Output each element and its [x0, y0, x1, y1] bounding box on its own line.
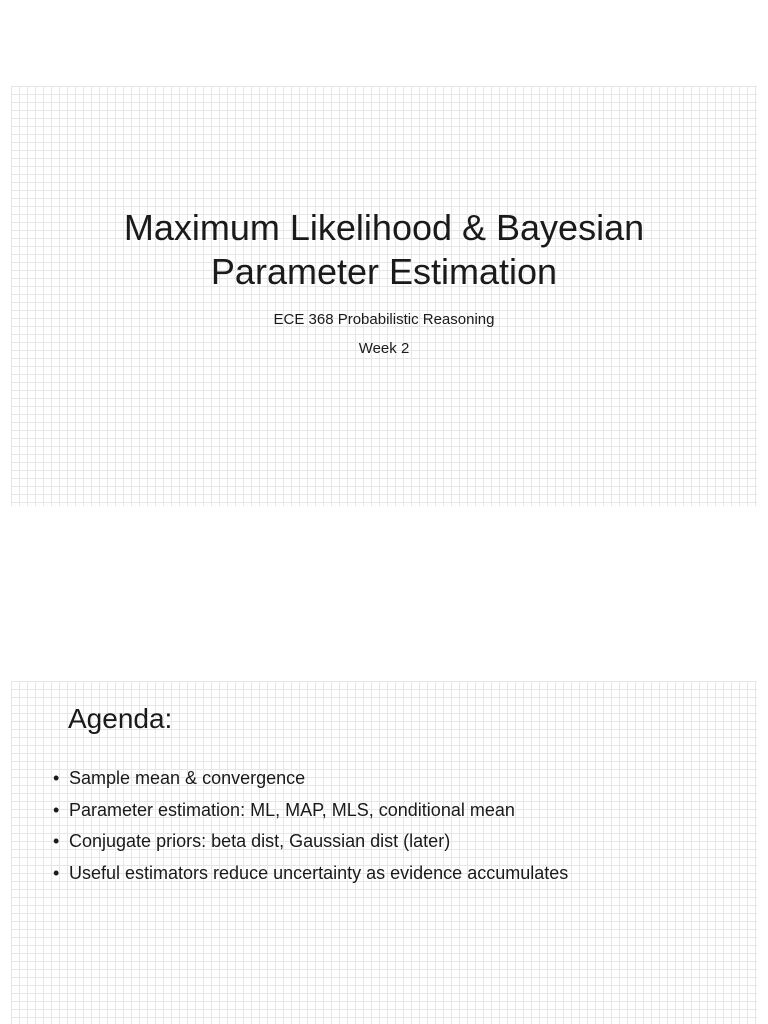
list-item-text: Sample mean & convergence — [69, 768, 306, 788]
list-item-text: Conjugate priors: beta dist, Gaussian dist (later) — [69, 831, 451, 851]
agenda-heading: Agenda: — [68, 703, 173, 734]
list-item — [53, 763, 568, 795]
list-item — [53, 795, 568, 827]
slide-title-line-1: Maximum Likelihood & Bayesian — [123, 207, 645, 248]
slide-title — [11, 206, 757, 294]
bullet-icon: • — [53, 768, 60, 788]
bullet-icon: • — [53, 799, 60, 820]
bullet-icon: • — [53, 862, 60, 883]
title-slide — [11, 86, 757, 506]
slide-title-line-2: Parameter Estimation — [210, 251, 558, 292]
week-subtitle: Week 2 — [358, 340, 410, 357]
list-item-text: Parameter estimation: ML, MAP, MLS, conditional mean — [69, 799, 515, 820]
course-subtitle: ECE 368 Probabilistic Reasoning — [273, 311, 495, 328]
list-item — [53, 826, 568, 858]
list-item — [53, 858, 568, 890]
agenda-list — [53, 763, 568, 889]
list-item-text: Useful estimators reduce uncertainty as evidence accumulates — [69, 862, 569, 883]
bullet-icon: • — [53, 831, 60, 851]
agenda-slide — [11, 681, 757, 1024]
